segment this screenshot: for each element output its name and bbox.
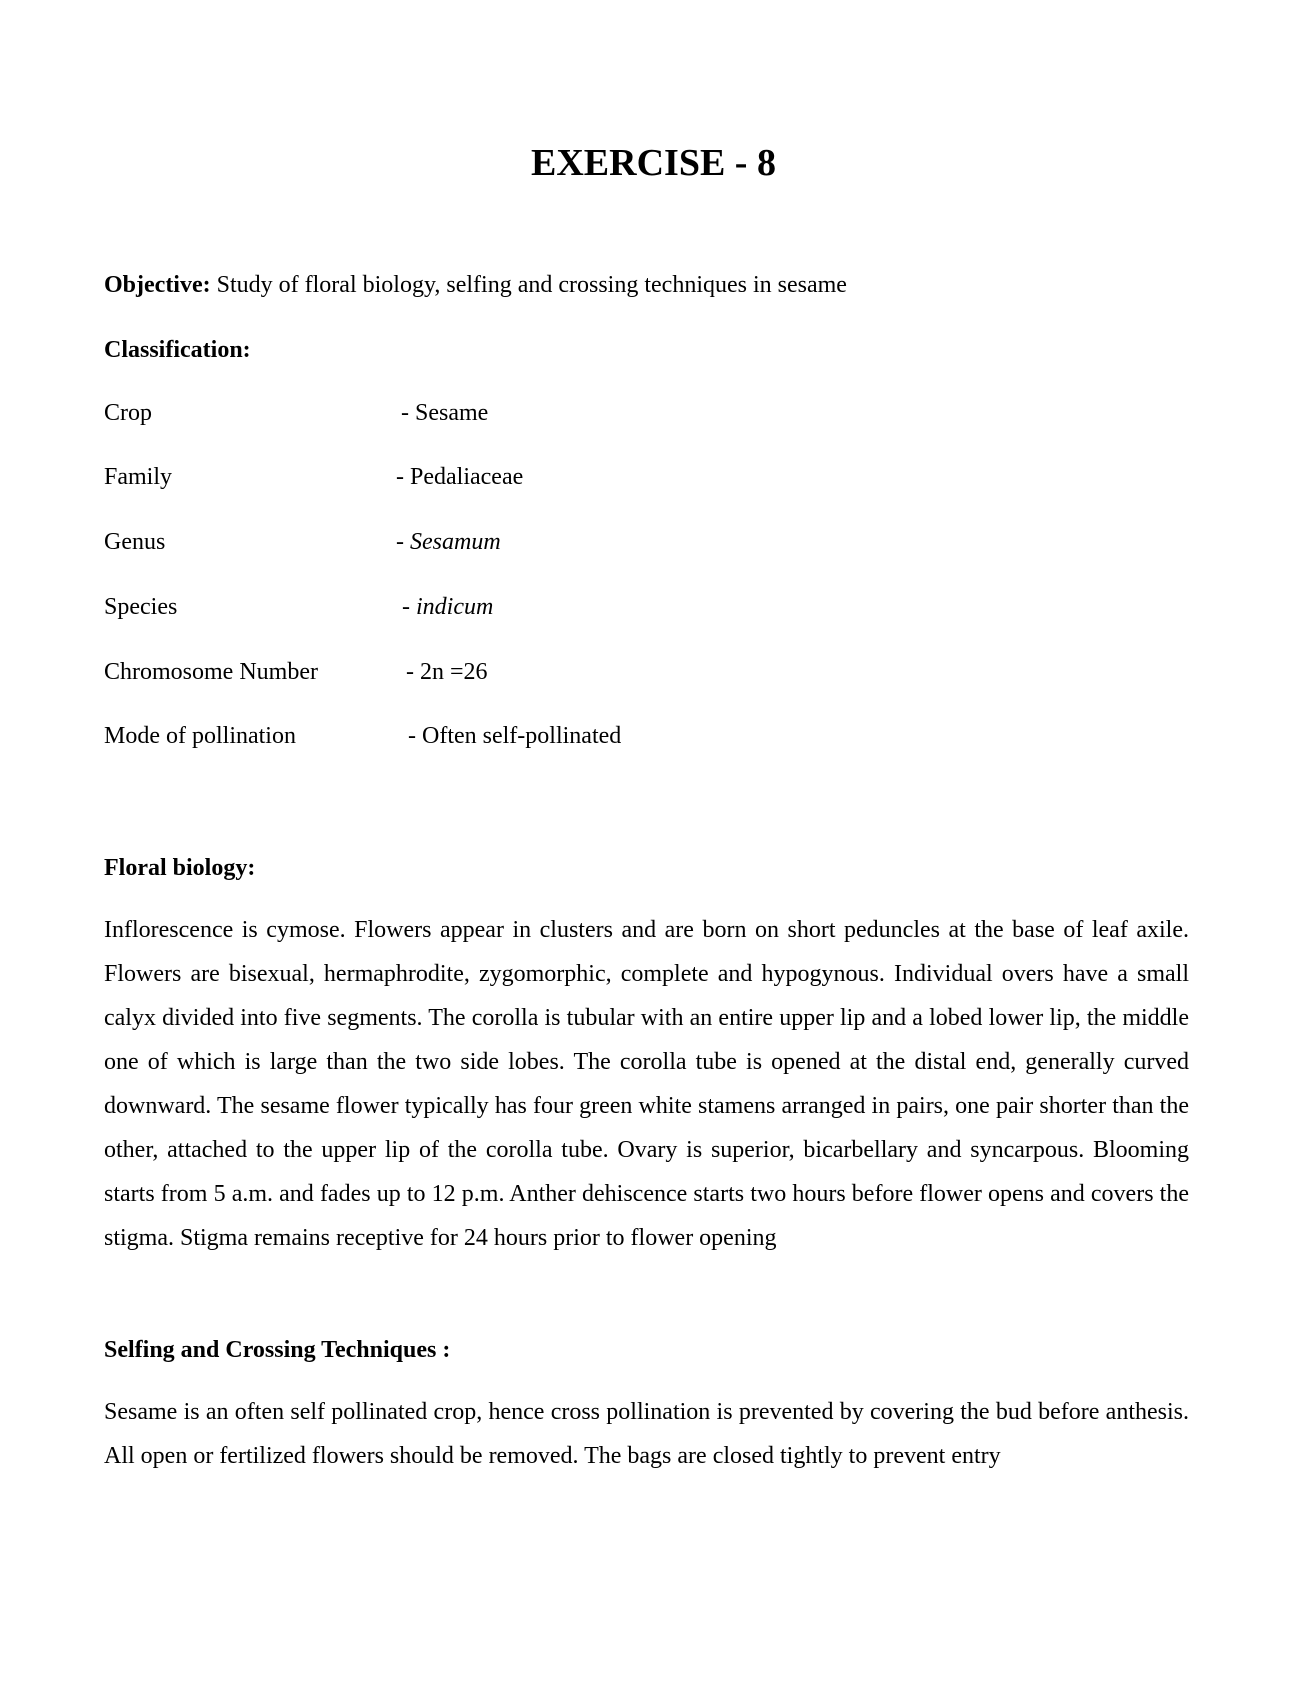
classification-row-species <box>104 592 1004 622</box>
value-text: indicum <box>416 594 494 620</box>
value-dash: - <box>396 529 410 555</box>
classification-value <box>408 721 621 751</box>
classification-key: Mode of pollination <box>104 723 296 749</box>
floral-biology-heading: Floral biology: <box>104 855 256 881</box>
objective-label: Objective: <box>104 272 211 298</box>
objective-text: Study of floral biology, selfing and crossing techniques in sesame <box>210 272 847 298</box>
classification-value <box>396 527 501 557</box>
classification-row-crop <box>104 398 1004 428</box>
classification-row-family <box>104 462 1004 492</box>
classification-value <box>402 592 493 622</box>
value-dash: - <box>406 659 420 685</box>
classification-row-genus <box>104 527 1004 557</box>
classification-value <box>406 657 488 687</box>
classification-key: Species <box>104 594 178 620</box>
selfing-crossing-heading: Selfing and Crossing Techniques : <box>104 1337 451 1363</box>
classification-value <box>401 398 488 428</box>
objective-line <box>104 270 847 300</box>
floral-biology-paragraph: Inflorescence is cymose. Flowers appear in clusters and are born on short peduncles at the base of leaf axile. Flowers are bisexual, hermaphrodite, zygomorphic, complete and hypogynous. Individual overs have a small calyx divided into five segments. The corolla is tubular with an entire upper lip and a lobed lower lip, the middle one of which is large than the two side lobes. The corolla tube is opened at the distal end, generally curved downward. The sesame flower typically has four green white stamens arranged in pairs, one pair shorter than the other, attached to the upper lip of the corolla tube. Ovary is superior, bicarbellary and syncarpous. Blooming starts from 5 a.m. and fades up to 12 p.m. Anther dehiscence starts two hours before flower opens and covers the stigma. Stigma remains receptive for 24 hours prior to flower opening <box>104 917 1189 1251</box>
value-dash: - <box>408 723 422 749</box>
value-text: Pedaliaceae <box>410 464 524 490</box>
selfing-crossing-paragraph: Sesame is an often self pollinated crop, hence cross pollination is prevented by covering the bud before anthesis. All open or fertilized flowers should be removed. The bags are closed tightly to prevent entry <box>104 1399 1189 1469</box>
classification-heading: Classification: <box>104 337 251 363</box>
value-dash: - <box>396 464 410 490</box>
classification-key: Chromosome Number <box>104 659 318 685</box>
classification-value <box>396 462 523 492</box>
value-text: Sesamum <box>410 529 501 555</box>
value-text: 2n =26 <box>420 659 488 685</box>
classification-row-chromosome <box>104 657 1004 687</box>
value-text: Sesame <box>415 400 489 426</box>
value-dash: - <box>401 400 415 426</box>
classification-key: Genus <box>104 529 166 555</box>
classification-row-pollination <box>104 721 1004 751</box>
page-title: EXERCISE - 8 <box>531 142 776 184</box>
classification-key: Crop <box>104 400 152 426</box>
value-dash: - <box>402 594 416 620</box>
classification-key: Family <box>104 464 173 490</box>
value-text: Often self-pollinated <box>422 723 622 749</box>
